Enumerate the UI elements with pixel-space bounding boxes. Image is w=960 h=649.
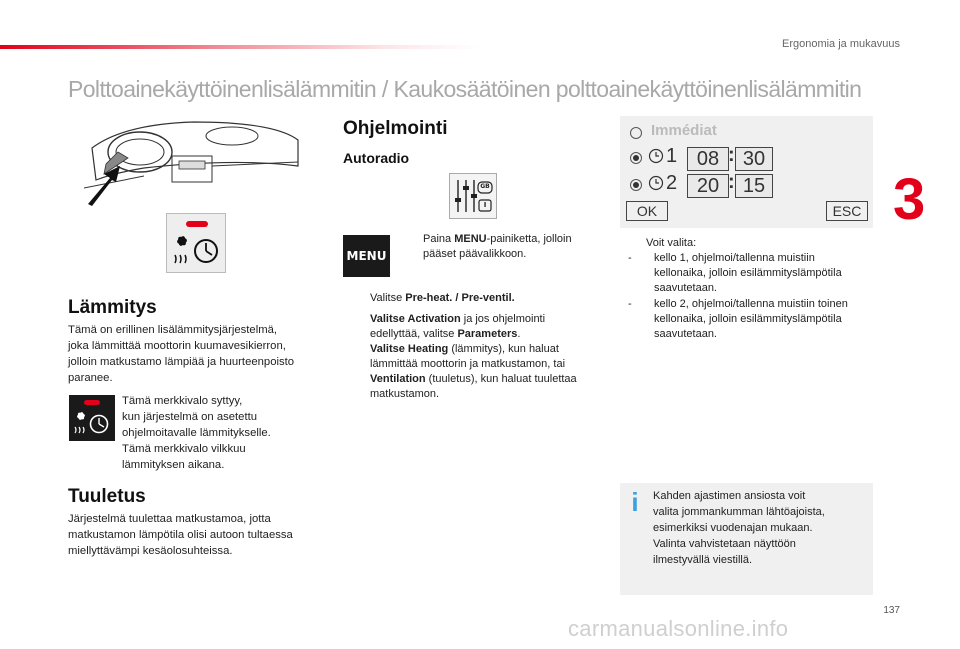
i-label: I (483, 201, 487, 209)
timer2-radio[interactable] (630, 179, 642, 191)
text-line: esimerkiksi vuodenajan mukaan. (653, 522, 813, 534)
indicator-description (122, 393, 322, 473)
dash: - (628, 298, 632, 310)
heating-title: Lämmitys (68, 297, 157, 318)
step-select-preheat (343, 291, 613, 306)
text-line: saavutetaan. (654, 328, 717, 340)
choice-item (628, 297, 878, 342)
heater-indicator-icon (166, 213, 226, 273)
text-line: Kahden ajastimen ansiosta voit (653, 490, 806, 502)
timer1-number: 1 (666, 145, 678, 167)
step-heating-ventilation (343, 342, 613, 402)
text-line: Valinta vahvistetaan näyttöön (653, 538, 796, 550)
text-line: Tämä merkkivalo vilkkuu (122, 443, 246, 455)
immediate-label: Immédiat (651, 122, 717, 139)
text-line: kellonaika, jolloin esilämmityslämpötila (654, 313, 842, 325)
text-line: kello 1, ohjelmoi/tallenna muistiin (654, 252, 815, 264)
text-line: valita jommankumman lähtöajoista, (653, 506, 825, 518)
text-line: miellyttävämpi kesäolosuhteissa. (68, 545, 233, 557)
immediate-radio[interactable] (630, 127, 642, 139)
clock-icon (648, 175, 664, 191)
text-line: Tämä on erillinen lisälämmitysjärjestelmä, (68, 324, 278, 336)
gb-label: GB (480, 183, 490, 190)
ok-button[interactable]: OK (626, 201, 668, 221)
heater-indicator-small-icon (69, 395, 115, 441)
page-number: 137 (883, 605, 900, 616)
timer2-number: 2 (666, 172, 678, 194)
text-line: kun järjestelmä on asetettu (122, 411, 258, 423)
info-text (653, 488, 868, 568)
step-text: Valitse Pre-heat. / Pre-ventil. (370, 292, 515, 304)
heating-description (68, 322, 328, 386)
page-title: Polttoainekäyttöinenlisälämmitin / Kaukosäätöinen polttoainekäyttöinenlisälämmitin (68, 76, 862, 102)
step-activation (343, 312, 613, 342)
step-text: Valitse Heating (lämmitys), kun haluat lämmittää moottorin ja matkustamon, tai Ventilation (tuuletus), kun haluat tuulettaa matkustamon. (370, 343, 577, 400)
text-line: ilmestyvällä viestillä. (653, 554, 753, 566)
chapter-number: 3 (893, 167, 926, 232)
choices-intro (619, 236, 879, 251)
watermark: carmanualsonline.info (568, 616, 789, 641)
section-title: Ergonomia ja mukavuus (781, 38, 900, 50)
header-accent-bar (0, 45, 480, 49)
timer2-separator: : (728, 171, 735, 193)
timer1-radio[interactable] (630, 152, 642, 164)
text-line: kello 2, ohjelmoi/tallenna muistiin toinen (654, 298, 848, 310)
timer-screen (620, 116, 873, 228)
timer1-separator: : (728, 144, 735, 166)
text-line: joka lämmittää moottorin kuumavesikierron, (68, 340, 286, 352)
menu-button[interactable]: MENU (343, 235, 390, 277)
autoradio-subtitle: Autoradio (343, 150, 410, 166)
timer2-hour[interactable]: 20 (687, 174, 729, 198)
settings-icon (449, 173, 497, 219)
text-line: kellonaika, jolloin esilämmityslämpötila (654, 267, 842, 279)
timer1-minute[interactable]: 30 (735, 147, 773, 171)
choices-intro-text: Voit valita: (646, 237, 697, 249)
ventilation-description (68, 511, 328, 559)
clock-icon (648, 148, 664, 164)
step-menu (396, 232, 606, 262)
text-line: ohjelmoitavalle lämmitykselle. (122, 427, 271, 439)
step-text: Valitse Activation ja jos ohjelmointi edellyttää, valitse Parameters. (370, 313, 546, 340)
text-line: paranee. (68, 372, 113, 384)
timer1-hour[interactable]: 08 (687, 147, 729, 171)
sliders-icon (450, 174, 496, 218)
ventilation-title: Tuuletus (68, 486, 146, 507)
esc-button[interactable]: ESC (826, 201, 868, 221)
choice-item (628, 251, 878, 296)
timer2-minute[interactable]: 15 (735, 174, 773, 198)
text-line: saavutetaan. (654, 282, 717, 294)
dashboard-illustration (84, 118, 306, 206)
text-line: Järjestelmä tuulettaa matkustamoa, jotta (68, 513, 271, 525)
text-line: jolloin matkustamo lämpiää ja huurteenpoisto (68, 356, 295, 368)
info-box (620, 483, 873, 595)
dash: - (628, 252, 632, 264)
text-line: matkustamon lämpötila olisi autoon tultaessa (68, 529, 293, 541)
text-line: Tämä merkkivalo syttyy, (122, 395, 243, 407)
programming-title: Ohjelmointi (343, 118, 448, 139)
info-icon: i (631, 487, 639, 517)
text-line: lämmityksen aikana. (122, 459, 225, 471)
step-text: Paina MENU-painiketta, jolloin pääset päävalikkoon. (423, 233, 572, 260)
